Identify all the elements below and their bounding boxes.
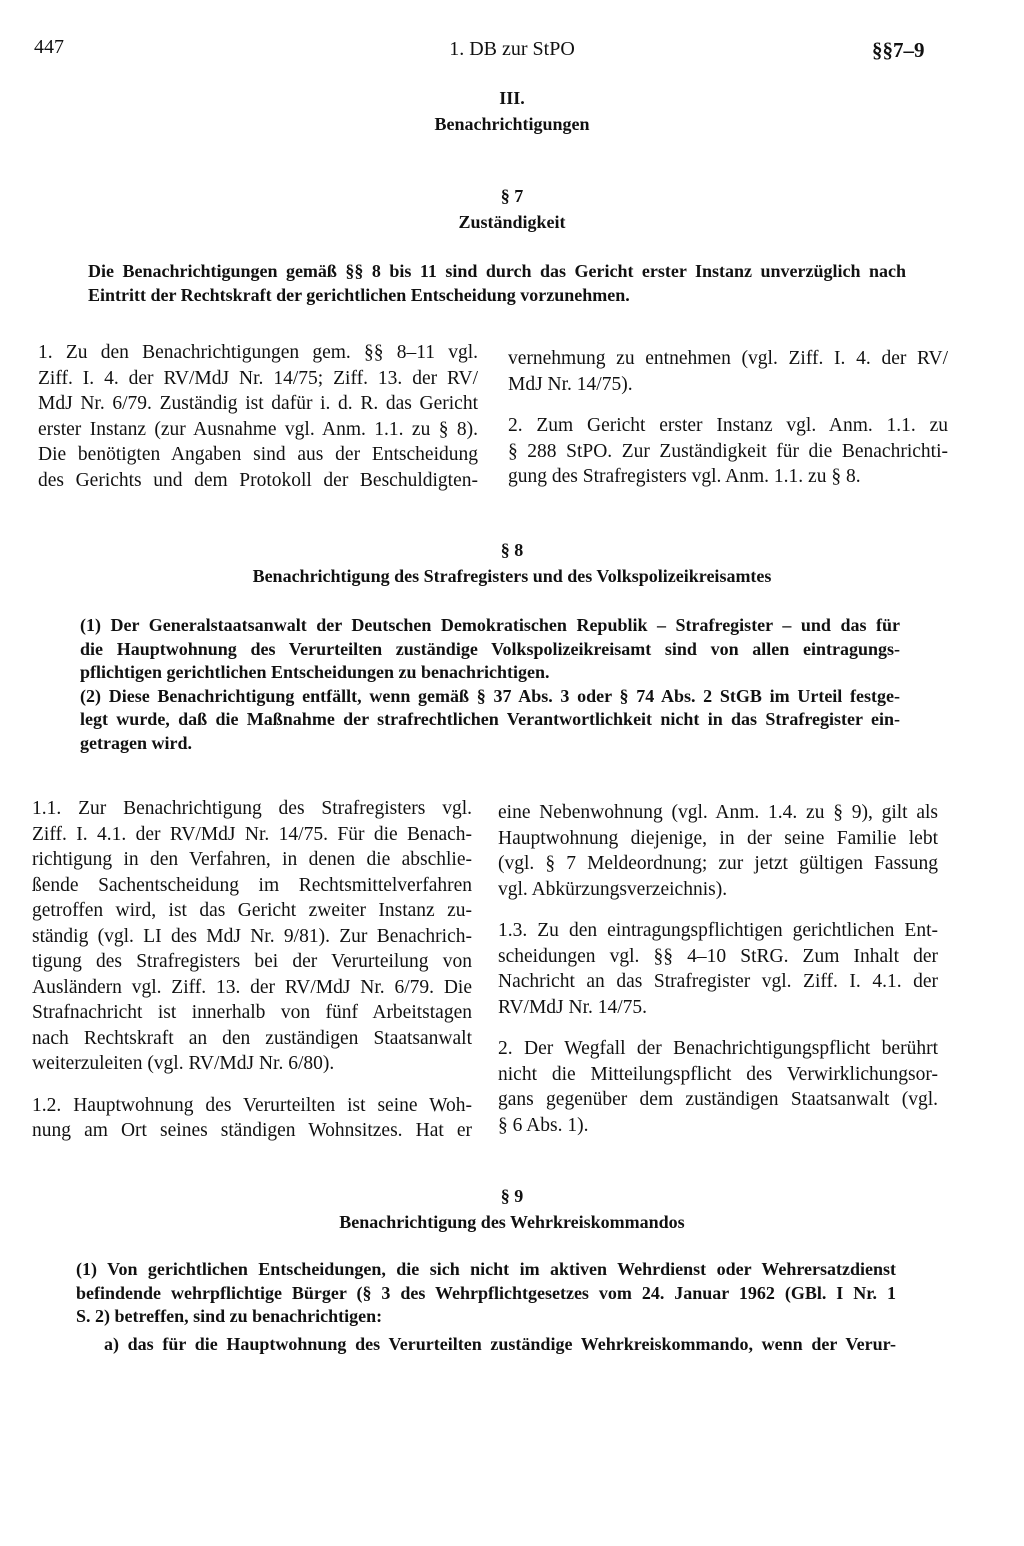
s8-norm-line: getragen wird. (80, 732, 192, 753)
s9-number: § 9 (500, 1186, 524, 1206)
s8-left-line: nung am Ort seines ständigen Wohnsitzes. Hat er (32, 1120, 472, 1141)
s8-left-line: 1.1. Zur Benachrichtigung des Strafregisters vgl. (32, 798, 472, 819)
s8-left-line: nach Rechtskraft an den zuständigen Staatsanwalt (32, 1027, 472, 1049)
s7-right-line: vernehmung zu entnehmen (vgl. Ziff. I. 4. der RV/ (508, 348, 948, 369)
s7-norm-line: Die Benachrichtigungen gemäß §§ 8 bis 11 sind durch das Gericht erster Instanz unverzüglich nach (88, 261, 906, 281)
s7-norm-line: Eintritt der Rechtskraft der gerichtlichen Entscheidung vorzunehmen. (88, 284, 630, 305)
s7-right-line: 2. Zum Gericht erster Instanz vgl. Anm. 1.1. zu (508, 415, 948, 436)
s8-right-line: (vgl. § 7 Meldeordnung; zur jetzt gültigen Fassung (498, 853, 938, 874)
s8-left-line: getroffen wird, ist das Gericht zweiter Instanz zu- (32, 900, 472, 921)
s8-right-line: § 6 Abs. 1). (498, 1114, 589, 1136)
s9-title: Benachrichtigung des Wehrkreiskommandos (339, 1212, 685, 1232)
s8-right-line: nicht die Mitteilungspflicht des Verwirklichungsor- (498, 1063, 938, 1085)
s8-norm-text (80, 614, 900, 755)
s8-annotation-right (498, 800, 938, 1138)
s8-right-line: scheidungen vgl. §§ 4–10 StRG. Zum Inhalt der (498, 945, 938, 967)
s8-right-line: 1.3. Zu den eintragungspflichtigen gerichtlichen Ent- (498, 920, 938, 941)
section-range: §§7–9 (872, 38, 925, 62)
s7-left-line: 1. Zu den Benachrichtigungen gem. §§ 8–11 vgl. (38, 342, 478, 363)
s7-annotation-right (508, 346, 948, 490)
s7-right-line: § 288 StPO. Zur Zuständigkeit für die Benachrichti- (508, 440, 948, 462)
s8-annotation-left (32, 796, 472, 1144)
running-title: 1. DB zur StPO (449, 38, 575, 60)
s8-number: § 8 (500, 540, 524, 560)
s7-left-line: erster Instanz (zur Ausnahme vgl. Anm. 1.1. zu § 8). (38, 418, 478, 440)
s7-right-line: MdJ Nr. 14/75). (508, 373, 633, 395)
s9-norm-text (76, 1258, 896, 1356)
s8-right-line: gans gegenüber dem zuständigen Staatsanwalt (vgl. (498, 1089, 938, 1110)
s8-norm-line: pflichtigen gerichtlichen Entscheidungen zu benachrichtigen. (80, 662, 550, 682)
s8-right-line: RV/MdJ Nr. 14/75. (498, 996, 648, 1018)
chapter-title: Benachrichtigungen (434, 114, 590, 134)
s8-left-line: 1.2. Hauptwohnung des Verurteilten ist seine Woh- (32, 1094, 472, 1116)
s7-right-line: gung des Strafregisters vgl. Anm. 1.1. zu § 8. (508, 466, 861, 487)
s8-norm-line: legt wurde, daß die Maßnahme der strafrechtlichen Verantwortlichkeit nicht in das Strafregister ein- (80, 709, 900, 729)
s8-right-line: Hauptwohnung diejenige, in der seine Familie lebt (498, 827, 938, 849)
s8-left-line: Ausländern vgl. Ziff. 13. der RV/MdJ Nr. 6/79. Die (32, 976, 472, 998)
s8-left-line: richtigung in den Verfahren, in denen die abschlie- (32, 849, 472, 870)
s8-left-line: weiterzuleiten (vgl. RV/MdJ Nr. 6/80). (32, 1053, 335, 1074)
s8-norm-line: die Hauptwohnung des Verurteilten zuständige Volkspolizeikreisamt sind von allen eintragungs- (80, 638, 900, 659)
s8-left-line: Ziff. I. 4.1. der RV/MdJ Nr. 14/75. Für die Benach- (32, 823, 472, 845)
s7-norm-text (88, 260, 906, 307)
s8-right-line: 2. Der Wegfall der Benachrichtigungspflicht berührt (498, 1038, 938, 1059)
page-number: 447 (34, 36, 64, 58)
s9-norm-line: S. 2) betreffen, sind zu benachrichtigen: (76, 1306, 383, 1326)
s8-norm-line: (1) Der Generalstaatsanwalt der Deutschen Demokratischen Republik – Strafregister – und das für (80, 615, 900, 635)
s9-norm-line: befindende wehrpflichtige Bürger (§ 3 des Wehrpflichtgesetzes vom 24. Januar 1962 (GBl. I Nr. 1 (76, 1282, 896, 1303)
s9-norm-line: (1) Von gerichtlichen Entscheidungen, die sich nicht im aktiven Wehrdienst oder Wehrersatzdienst (76, 1259, 896, 1279)
chapter-number: III. (499, 88, 525, 108)
s8-title: Benachrichtigung des Strafregisters und des Volkspolizeikreisamtes (252, 566, 772, 586)
s7-annotation-left (38, 340, 478, 493)
s7-left-line: des Gerichts und dem Protokoll der Beschuldigten- (38, 469, 478, 491)
s7-left-line: Ziff. I. 4. der RV/MdJ Nr. 14/75; Ziff. 13. der RV/ (38, 367, 478, 389)
s7-title: Zuständigkeit (458, 212, 566, 232)
s8-left-line: tigung des Strafregisters bei der Verurteilung von (32, 951, 472, 972)
s7-left-line: Die benötigten Angaben sind aus der Entscheidung (38, 444, 478, 465)
s8-right-line: Nachricht an das Strafregister vgl. Ziff. I. 4.1. der (498, 971, 938, 992)
s8-left-line: ßende Sachentscheidung im Rechtsmittelverfahren (32, 874, 472, 896)
s8-left-line: Strafnachricht ist innerhalb von fünf Arbeitstagen (32, 1002, 472, 1023)
s7-number: § 7 (500, 186, 524, 206)
s8-norm-line: (2) Diese Benachrichtigung entfällt, wenn gemäß § 37 Abs. 3 oder § 74 Abs. 2 StGB im Urteil festge- (80, 685, 900, 706)
s8-right-line: eine Nebenwohnung (vgl. Anm. 1.4. zu § 9), gilt als (498, 802, 938, 823)
s9-item-a: a) das für die Hauptwohnung des Verurteilten zuständige Wehrkreiskommando, wenn der Verur- (104, 1333, 896, 1354)
s8-right-line: vgl. Abkürzungsverzeichnis). (498, 878, 728, 900)
s7-left-line: MdJ Nr. 6/79. Zuständig ist dafür i. d. R. das Gericht (38, 393, 478, 414)
s8-left-line: ständig (vgl. LI des MdJ Nr. 9/81). Zur Benachrich- (32, 925, 472, 947)
